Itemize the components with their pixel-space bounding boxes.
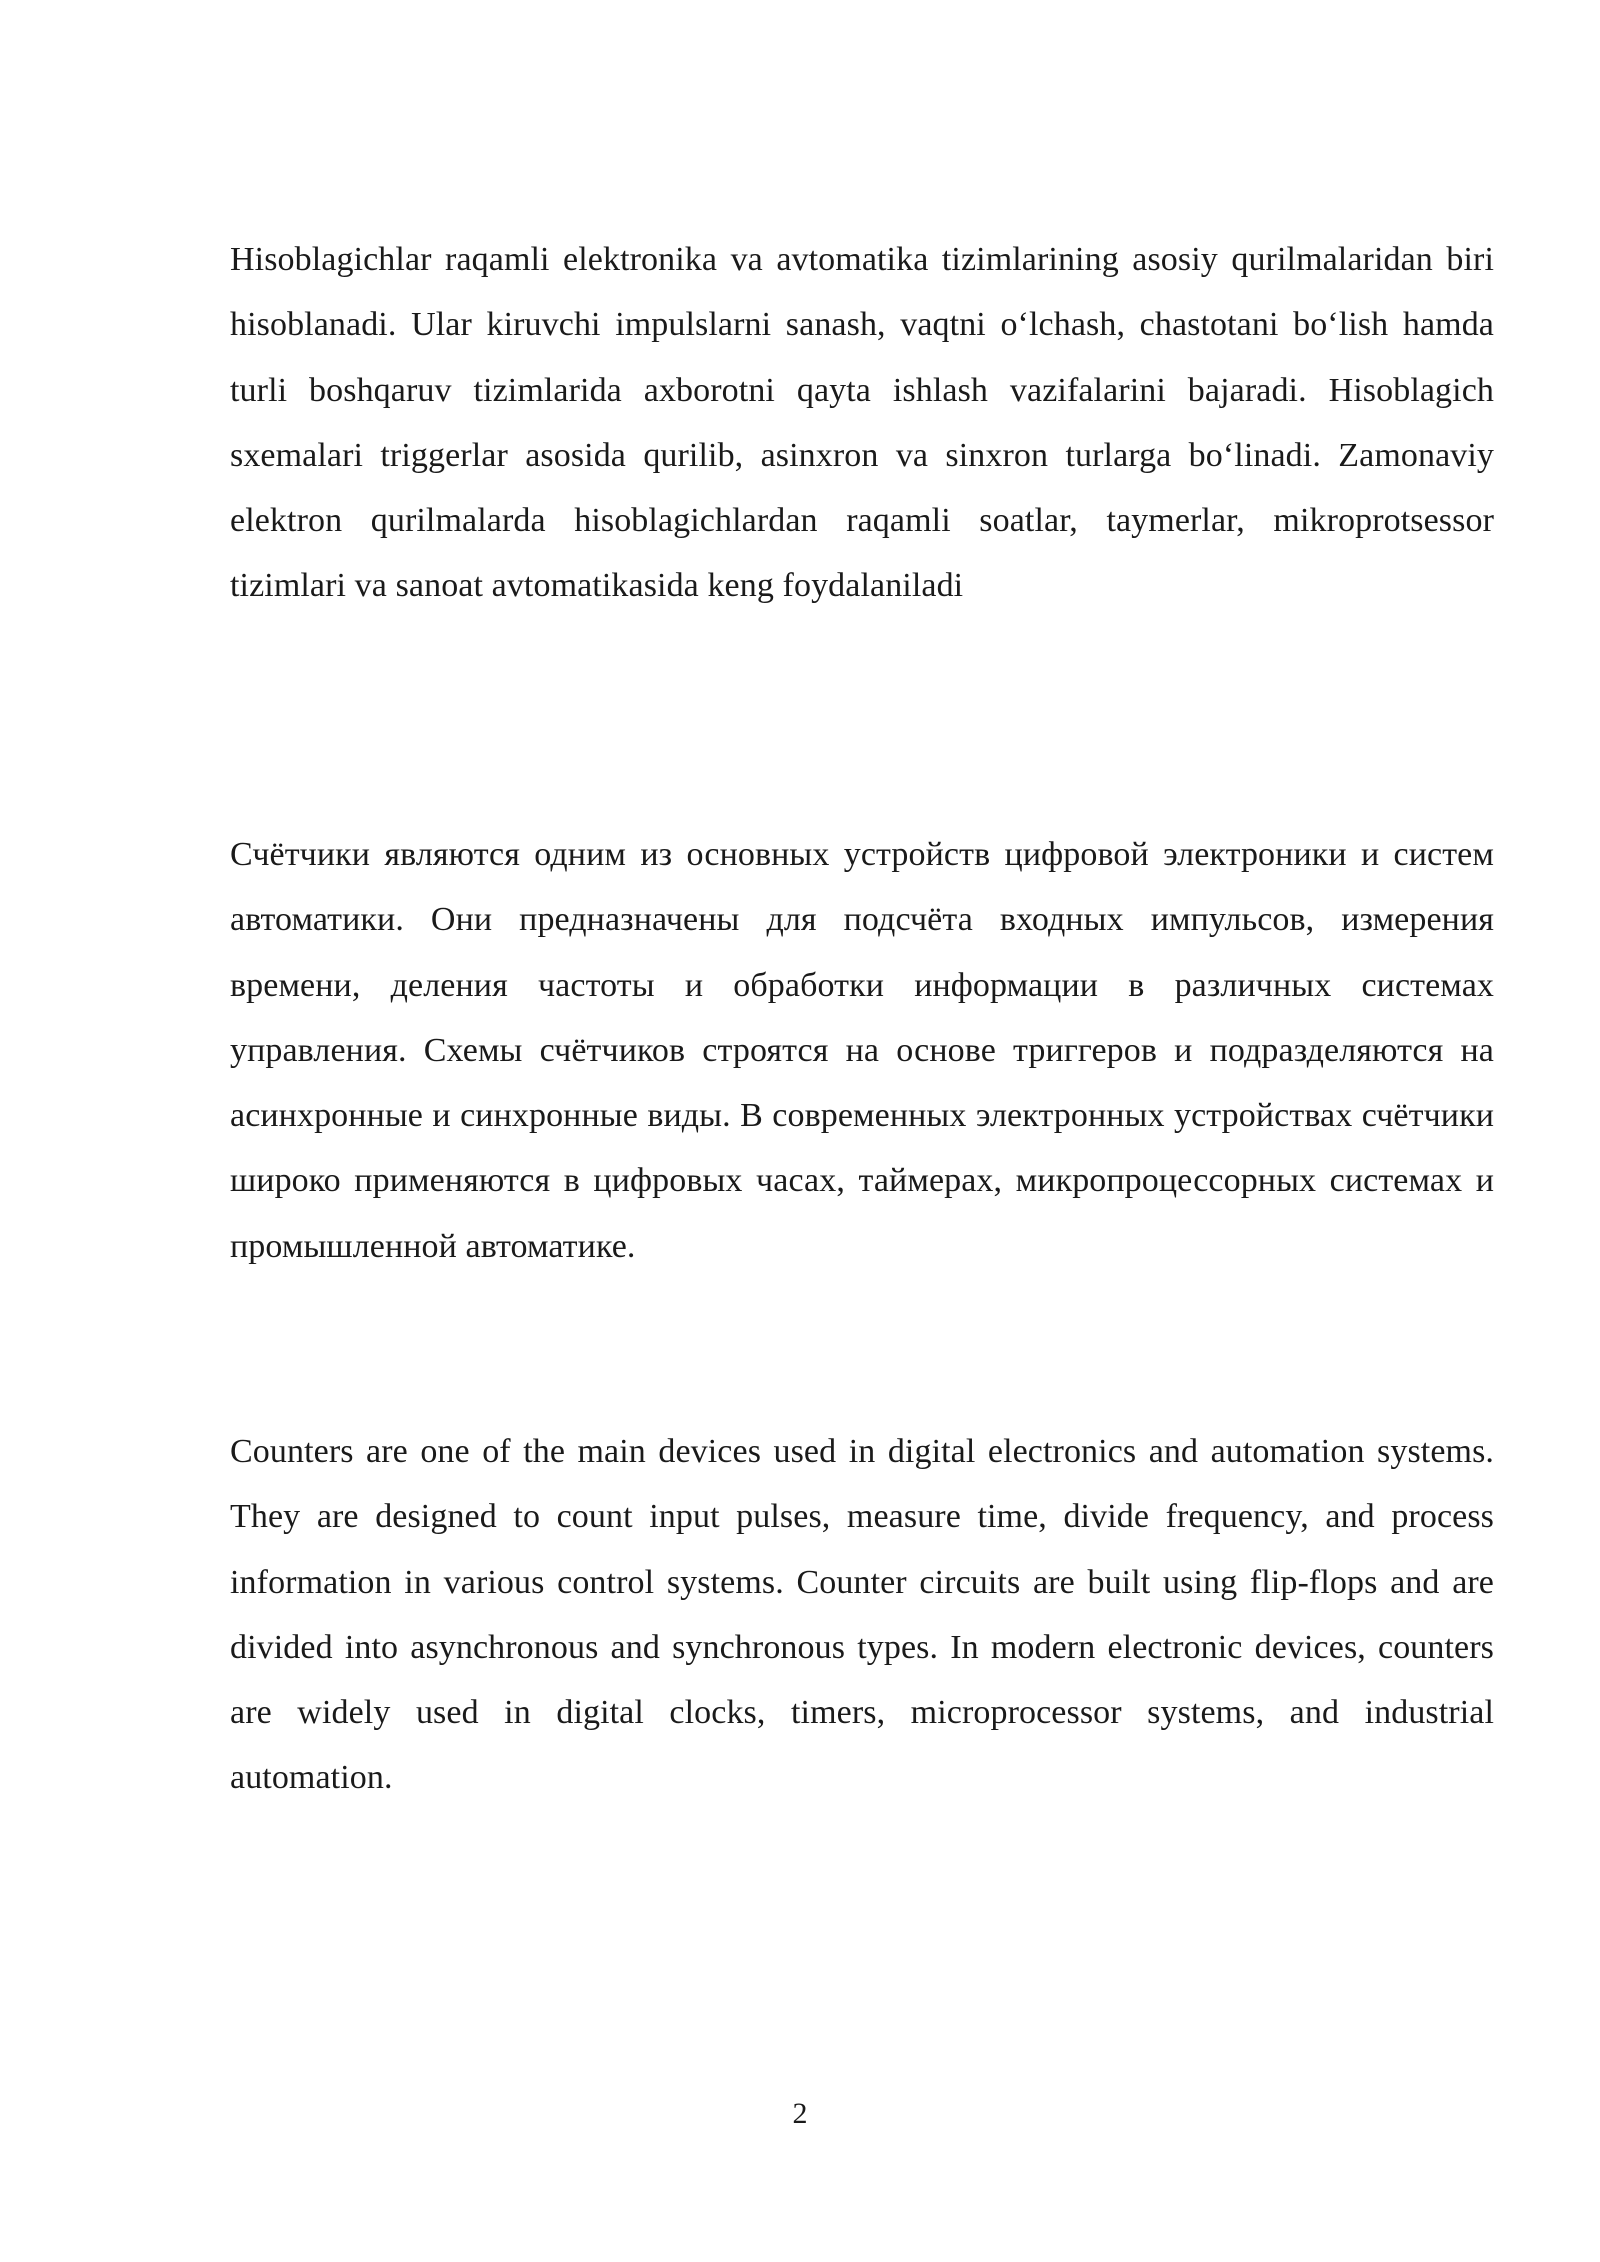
paragraph-uzbek: Hisoblagichlar raqamli elektronika va avtomatika tizimlarining asosiy qurilmalaridan biri hisoblanadi. Ular kiruvchi impulslarni sanash, vaqtni o‘lchash, chastotani bo‘lish hamda turli boshqaruv tizimlarida axborotni qayta ishlash vazifalarini bajaradi. Hisoblagich sxemalari triggerlar asosida qurilib, asinxron va sinxron turlarga bo‘linadi. Zamonaviy elektron qurilmalarda hisoblagichlardan raqamli soatlar, taymerlar, mikroprotsessor tizimlari va sanoat avtomatikasida keng foydalaniladi (230, 241, 1494, 605)
paragraph-english: Counters are one of the main devices used in digital electronics and automation systems. They are designed to count input pulses, measure time, divide frequency, and process information in various control systems. Counter circuits are built using flip-flops and are divided into asynchronous and synchronous types. In modern electronic devices, counters are widely used in digital clocks, timers, microprocessor systems, and industrial automation. (230, 1433, 1494, 1797)
paragraph-russian: Счётчики являются одним из основных устройств цифровой электроники и систем автоматики. Они предназначены для подсчёта входных импульсов, измерения времени, деления частоты и обработки информации в различных системах управления. Схемы счётчиков строятся на основе триггеров и подразделяются на асинхронные и синхронные виды. В современных электронных устройствах счётчики широко применяются в цифровых часах, таймерах, микропроцессорных системах и промышленной автоматике. (230, 836, 1494, 1265)
page-number: 2 (792, 2097, 808, 2130)
